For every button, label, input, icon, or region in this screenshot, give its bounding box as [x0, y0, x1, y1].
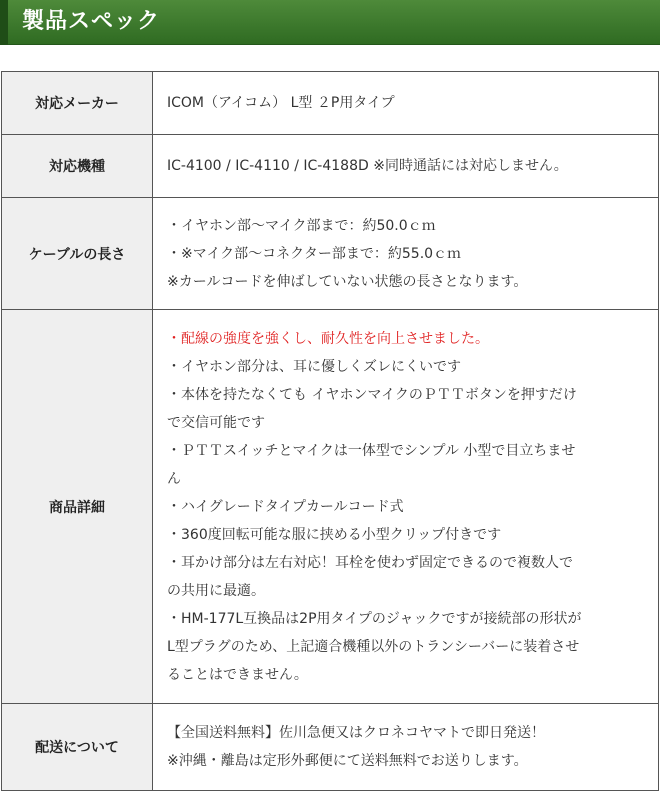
cable-line: ※カールコードを伸ばしていない状態の長さとなります。	[167, 273, 528, 290]
shipping-line: ※沖縄・離島は定形外郵便にて送料無料でお送りします。	[167, 753, 528, 769]
detail-line: L型プラグのため、上記適合機種以外のトランシーバーに装着させ	[167, 638, 580, 655]
spec-label-shipping: 配送について	[2, 704, 153, 791]
cable-line: ・イヤホン部～マイク部まで：約50.0ｃｍ	[167, 217, 436, 234]
detail-line: ・HM-177L互換品は2P用タイプのジャックですが接続部の形状が	[167, 610, 582, 627]
spec-table	[1, 71, 659, 791]
spec-label-detail: 商品詳細	[2, 310, 153, 704]
spec-value-detail	[153, 310, 659, 704]
detail-line: の共用に最適。	[167, 582, 265, 599]
banner-accent	[0, 0, 8, 45]
maker-value: ICOM（アイコム） L型 ２P用タイプ	[167, 95, 395, 111]
detail-highlight-line: ・配線の強度を強くし、耐久性を向上させました。	[167, 330, 489, 347]
spec-row-maker	[2, 72, 659, 135]
spec-value-cable	[153, 198, 659, 310]
detail-line: ん	[167, 470, 181, 487]
spec-row-models	[2, 135, 659, 198]
shipping-line: 【全国送料無料】佐川急便又はクロネコヤマトで即日発送！	[167, 725, 545, 741]
detail-line: ・本体を持たなくても イヤホンマイクのＰＴＴボタンを押すだけ	[167, 386, 577, 403]
spec-label-cable: ケーブルの長さ	[2, 198, 153, 310]
spec-row-detail	[2, 310, 659, 704]
detail-line: ることはできません。	[167, 666, 308, 683]
detail-line: ・ＰＴＴスイッチとマイクは一体型でシンプル 小型で目立ちませ	[167, 442, 576, 459]
spec-row-shipping	[2, 704, 659, 791]
spec-value-models	[153, 135, 659, 198]
section-banner	[0, 0, 660, 45]
detail-line: ・ハイグレードタイプカールコード式	[167, 498, 404, 515]
section-title: 製品スペック	[22, 9, 161, 34]
spec-label-models: 対応機種	[2, 135, 153, 198]
detail-line: ・耳かけ部分は左右対応！耳栓を使わず固定できるので複数人で	[167, 554, 573, 571]
spec-value-shipping	[153, 704, 659, 791]
detail-line: で交信可能です	[167, 414, 265, 431]
detail-line: ・360度回転可能な服に挟める小型クリップ付きです	[167, 526, 502, 543]
spec-label-maker: 対応メーカー	[2, 72, 153, 135]
detail-line: ・イヤホン部分は、耳に優しくズレにくいです	[167, 358, 461, 375]
cable-line: ・※マイク部～コネクター部まで：約55.0ｃｍ	[167, 245, 462, 262]
spec-value-maker	[153, 72, 659, 135]
spec-row-cable	[2, 198, 659, 310]
models-value: IC-4100 / IC-4110 / IC-4188D ※同時通話には対応しません。	[167, 158, 568, 174]
